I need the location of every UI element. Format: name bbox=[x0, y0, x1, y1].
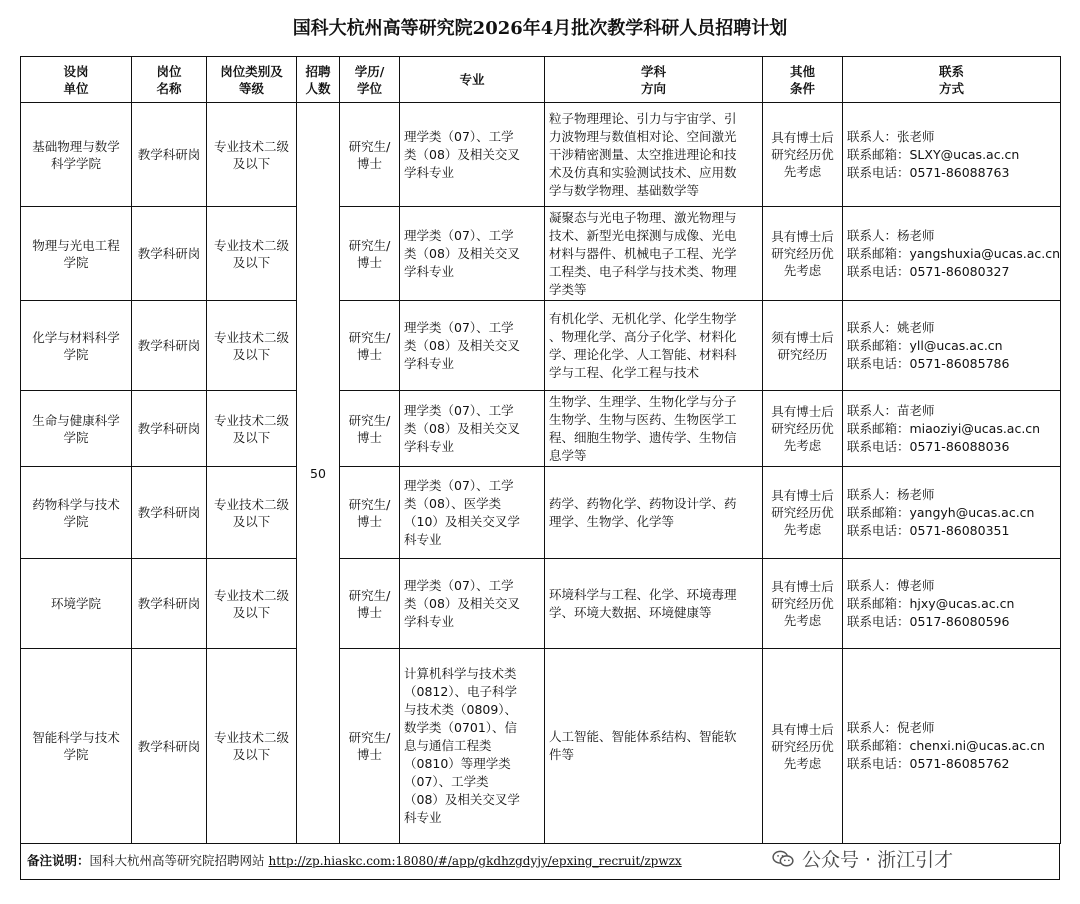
contact-cell bbox=[843, 467, 1061, 559]
unit-cell: 生命与健康科学 学院 bbox=[21, 391, 132, 467]
header-post-grade: 岗位类别及 等级 bbox=[207, 57, 297, 103]
major-cell: 理学类（07）、工学 类（08）及相关交叉 学科专业 bbox=[400, 391, 545, 467]
header-count: 招聘 人数 bbox=[297, 57, 340, 103]
post-name-cell: 教学科研岗 bbox=[132, 391, 207, 467]
unit-cell: 物理与光电工程 学院 bbox=[21, 207, 132, 301]
degree-cell: 研究生/ 博士 bbox=[340, 103, 400, 207]
post-name-cell: 教学科研岗 bbox=[132, 559, 207, 649]
header-direction: 学科 方向 bbox=[545, 57, 763, 103]
major-cell: 理学类（07）、工学 类（08）及相关交叉 学科专业 bbox=[400, 301, 545, 391]
direction-cell: 凝聚态与光电子物理、激光物理与 技术、新型光电探测与成像、光电 材料与器件、机械电子工程、光学 工程类、电子科学与技术类、物理 学类等 bbox=[545, 207, 763, 301]
table-row bbox=[21, 467, 1061, 559]
contact-person: 联系人：张老师 bbox=[847, 128, 935, 144]
unit-cell: 药物科学与技术 学院 bbox=[21, 467, 132, 559]
header-contact: 联系 方式 bbox=[843, 57, 1061, 103]
contact-person: 联系人：倪老师 bbox=[847, 720, 935, 735]
contact-phone: 联系电话：0571-86080327 bbox=[847, 263, 1010, 279]
direction-cell: 环境科学与工程、化学、环境毒理 学、环境大数据、环境健康等 bbox=[545, 559, 763, 649]
contact-person: 联系人：傅老师 bbox=[847, 577, 935, 593]
direction-cell: 生物学、生理学、生物化学与分子 生物学、生物与医药、生物医学工 程、细胞生物学、遗传学、生物信 息学等 bbox=[545, 391, 763, 467]
contact-cell bbox=[843, 103, 1061, 207]
major-cell: 计算机科学与技术类 （0812）、电子科学 与技术类（0809）、 数学类（0701）、信 息与通信工程类 （0810）等理学类 （07）、工学类 （08）及相关交叉学 科专业 bbox=[400, 649, 545, 844]
contact-cell bbox=[843, 559, 1061, 649]
post-name-cell: 教学科研岗 bbox=[132, 649, 207, 844]
table-row bbox=[21, 103, 1061, 207]
other-cell: 具有博士后 研究经历优 先考虑 bbox=[763, 103, 843, 207]
contact-cell bbox=[843, 207, 1061, 301]
contact-person: 联系人：杨老师 bbox=[847, 227, 935, 243]
post-grade-cell: 专业技术二级 及以下 bbox=[207, 391, 297, 467]
degree-cell: 研究生/ 博士 bbox=[340, 207, 400, 301]
recruitment-table bbox=[20, 56, 1061, 844]
other-cell: 须有博士后 研究经历 bbox=[763, 301, 843, 391]
other-cell: 具有博士后 研究经历优 先考虑 bbox=[763, 467, 843, 559]
contact-phone: 联系电话：0571-86088036 bbox=[847, 438, 1010, 454]
header-post-name: 岗位 名称 bbox=[132, 57, 207, 103]
header-other: 其他 条件 bbox=[763, 57, 843, 103]
wechat-icon bbox=[772, 850, 794, 868]
contact-phone: 联系电话：0571-86085786 bbox=[847, 355, 1010, 371]
post-name-cell: 教学科研岗 bbox=[132, 467, 207, 559]
unit-cell: 化学与材料科学 学院 bbox=[21, 301, 132, 391]
table-row bbox=[21, 207, 1061, 301]
unit-cell: 环境学院 bbox=[21, 559, 132, 649]
other-cell: 具有博士后 研究经历优 先考虑 bbox=[763, 649, 843, 844]
unit-cell: 智能科学与技术 学院 bbox=[21, 649, 132, 844]
post-grade-cell: 专业技术二级 及以下 bbox=[207, 301, 297, 391]
degree-cell: 研究生/ 博士 bbox=[340, 391, 400, 467]
contact-person: 联系人：姚老师 bbox=[847, 319, 935, 335]
direction-cell: 粒子物理理论、引力与宇宙学、引 力波物理与数值相对论、空间激光 干涉精密测量、太空推进理论和技 术及仿真和实验测试技术、应用数 学与数学物理、基础数学等 bbox=[545, 103, 763, 207]
degree-cell: 研究生/ 博士 bbox=[340, 301, 400, 391]
post-grade-cell: 专业技术二级 及以下 bbox=[207, 207, 297, 301]
table-body bbox=[21, 103, 1061, 844]
direction-cell: 药学、药物化学、药物设计学、药 理学、生物学、化学等 bbox=[545, 467, 763, 559]
major-cell: 理学类（07）、工学 类（08）及相关交叉 学科专业 bbox=[400, 103, 545, 207]
table-row bbox=[21, 301, 1061, 391]
contact-email: 联系邮箱：yangyh@ucas.ac.cn bbox=[847, 504, 1035, 520]
contact-email: 联系邮箱：yll@ucas.ac.cn bbox=[847, 337, 1003, 353]
post-grade-cell: 专业技术二级 及以下 bbox=[207, 559, 297, 649]
header-major: 专业 bbox=[400, 57, 545, 103]
contact-cell bbox=[843, 649, 1061, 844]
other-cell: 具有博士后 研究经历优 先考虑 bbox=[763, 391, 843, 467]
other-cell: 具有博士后 研究经历优 先考虑 bbox=[763, 559, 843, 649]
contact-person: 联系人：苗老师 bbox=[847, 402, 935, 418]
footnote-text: 国科大杭州高等研究院招聘网站 bbox=[89, 853, 269, 868]
post-grade-cell: 专业技术二级 及以下 bbox=[207, 649, 297, 844]
recruitment-site-link[interactable]: http://zp.hiaskc.com:18080/#/app/gkdhzgdyjy/epxing_recruit/zpwzx bbox=[268, 854, 682, 868]
header-unit: 设岗 单位 bbox=[21, 57, 132, 103]
unit-cell: 基础物理与数学 科学学院 bbox=[21, 103, 132, 207]
contact-cell bbox=[843, 391, 1061, 467]
degree-cell: 研究生/ 博士 bbox=[340, 649, 400, 844]
table-row bbox=[21, 559, 1061, 649]
contact-email: 联系邮箱：chenxi.ni@ucas.ac.cn bbox=[847, 738, 1045, 753]
contact-phone: 联系电话：0571-86080351 bbox=[847, 522, 1010, 538]
watermark-text: 公众号 · 浙江引才 bbox=[802, 849, 954, 871]
contact-email: 联系邮箱：yangshuxia@ucas.ac.cn bbox=[847, 245, 1061, 261]
direction-cell: 有机化学、无机化学、化学生物学 、物理化学、高分子化学、材料化 学、理论化学、人工智能、材料科 学与工程、化学工程与技术 bbox=[545, 301, 763, 391]
contact-person: 联系人：杨老师 bbox=[847, 486, 935, 502]
contact-phone: 联系电话：0571-86088763 bbox=[847, 164, 1010, 180]
post-grade-cell: 专业技术二级 及以下 bbox=[207, 467, 297, 559]
major-cell: 理学类（07）、工学 类（08）及相关交叉 学科专业 bbox=[400, 559, 545, 649]
contact-phone: 联系电话：0571-86085762 bbox=[847, 756, 1010, 771]
contact-email: 联系邮箱：hjxy@ucas.ac.cn bbox=[847, 595, 1015, 611]
page-title: 国科大杭州高等研究院2026年4月批次教学科研人员招聘计划 bbox=[292, 18, 788, 39]
contact-cell bbox=[843, 301, 1061, 391]
contact-email: 联系邮箱：miaoziyi@ucas.ac.cn bbox=[847, 420, 1041, 436]
count-cell: 50 bbox=[297, 103, 340, 844]
header-row bbox=[21, 57, 1061, 103]
post-name-cell: 教学科研岗 bbox=[132, 103, 207, 207]
post-grade-cell: 专业技术二级 及以下 bbox=[207, 103, 297, 207]
degree-cell: 研究生/ 博士 bbox=[340, 559, 400, 649]
major-cell: 理学类（07）、工学 类（08）、医学类 （10）及相关交叉学 科专业 bbox=[400, 467, 545, 559]
header-degree: 学历/ 学位 bbox=[340, 57, 400, 103]
footnote-label: 备注说明： bbox=[27, 853, 90, 868]
other-cell: 具有博士后 研究经历优 先考虑 bbox=[763, 207, 843, 301]
table-row bbox=[21, 649, 1061, 844]
post-name-cell: 教学科研岗 bbox=[132, 301, 207, 391]
post-name-cell: 教学科研岗 bbox=[132, 207, 207, 301]
watermark bbox=[772, 845, 953, 872]
degree-cell: 研究生/ 博士 bbox=[340, 467, 400, 559]
contact-email: 联系邮箱：SLXY@ucas.ac.cn bbox=[847, 146, 1020, 162]
table-row bbox=[21, 391, 1061, 467]
direction-cell: 人工智能、智能体系结构、智能软 件等 bbox=[545, 649, 763, 844]
contact-phone: 联系电话：0517-86080596 bbox=[847, 613, 1010, 629]
major-cell: 理学类（07）、工学 类（08）及相关交叉 学科专业 bbox=[400, 207, 545, 301]
